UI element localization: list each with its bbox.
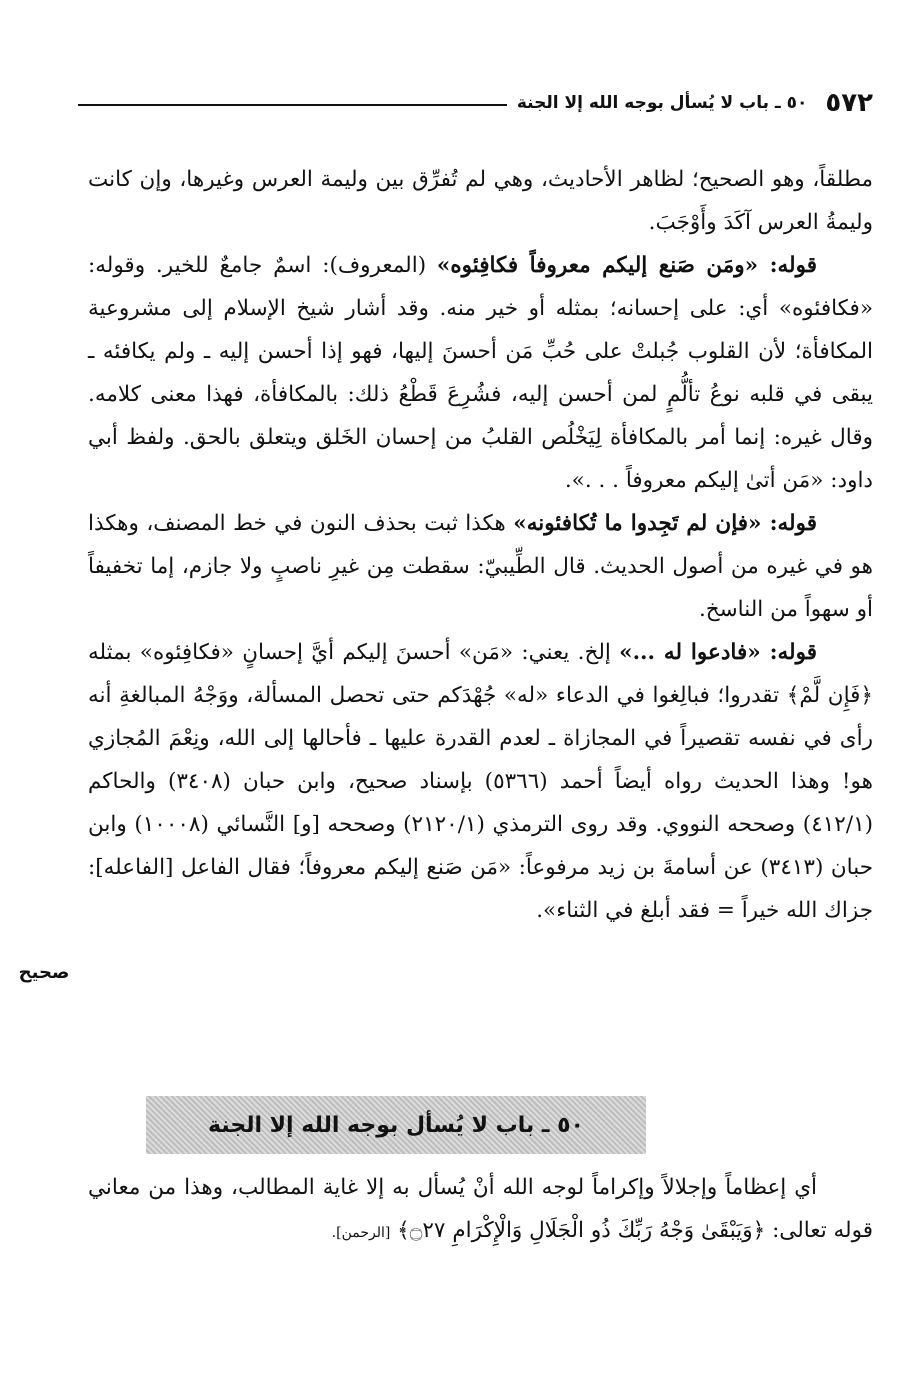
margin-note: صحيح (18, 962, 70, 983)
page-number: ٥٧٢ (825, 88, 873, 118)
paragraph-lead: قوله: «ومَن صَنع إليكم معروفاً فكافِئوه» (436, 253, 817, 278)
paragraph-commentary-3 (88, 631, 873, 932)
paragraph-lead: قوله: «فادعوا له ...» (619, 640, 817, 665)
chapter-title: ٥٠ ـ باب لا يُسأل بوجه الله إلا الجنة (208, 1112, 584, 1138)
paragraph-text: هكذا ثبت بحذف النون في خط المصنف، وهكذا هو في غيره من أصول الحديث. قال الطِّيبيّ: سقطت مِن غيرِ ناصبٍ ولا جازم، إما تخفيفاً أو سهواً من الناسخ. (88, 511, 873, 622)
paragraph-text: (المعروف): اسمٌ جامعٌ للخير. وقوله: «فكافئوه» أي: على إحسانه؛ بمثله أو خير منه. وقد أشار شيخ الإسلام إلى مشروعية المكافأة؛ لأن القلوب جُبلتْ على حُبِّ مَن أحسنَ إليها، فهو إذا أحسن إليه ـ ولم يكافئه ـ يبقى في قلبه نوعُ تألُّمٍ لمن أحسن إليه، فشُرِعَ قَطْعُ ذلك: بالمكافأة، فهذا معنى كلامه. وقال غيره: إنما أمر بالمكافأة لِيَخْلُص القلبُ من إحسان الخَلق ويتعلق بالحق. ولفظ أبي داود: «مَن أتىٰ إليكم معروفاً . . .». (88, 253, 873, 493)
chapter-heading-box (146, 1096, 646, 1154)
header-rule (78, 104, 507, 106)
paragraph-lead: قوله: «فإن لم تَجِدوا ما تُكافئونه» (513, 511, 817, 536)
ayah-reference: [الرحمن]. (331, 1225, 391, 1241)
running-title: ٥٠ ـ باب لا يُسأل بوجه الله إلا الجنة (516, 93, 808, 113)
running-header (78, 86, 873, 120)
paragraph-continuation: مطلقاً، وهو الصحيح؛ لظاهر الأحاديث، وهي لم تُفرِّق بين وليمة العرس وغيرها، وإن كانت وليمةُ العرس آكَدَ وأَوْجَبَ. (88, 167, 873, 235)
paragraph-chapter-intro (88, 1166, 873, 1255)
paragraph-commentary-2 (88, 502, 873, 631)
paragraph-text: إلخ. يعني: «مَن» أحسنَ إليكم أيَّ إحسانٍ «فكافِئوه» بمثله ﴿فَإِن لَّمْ﴾ تقدروا؛ فبالِغوا في الدعاء «له» جُهْدَكم حتى تحصل المسألة، ووَجْهُ المبالغةِ أنه رأى في نفسه تقصيراً في المجازاة ـ لعدم القدرة عليها ـ فأحالها إلى الله، ونِعْمَ المُجازي هو! وهذا الحديث رواه أيضاً أحمد (٥٣٦٦) بإسناد صحيح، وابن حبان (٣٤٠٨) والحاكم (٤١٢/١) وصححه النووي. وقد روى الترمذي (٢١٢٠/١) وصححه [و] النَّسائي (١٠٠٠٨) وابن حبان (٣٤١٣) عن أسامةَ بن زيد مرفوعاً: «مَن صَنع إليكم معروفاً؛ فقال الفاعل [الفاعله]: جزاك الله خيراً = فقد أبلغ في الثناء». (88, 640, 874, 923)
paragraph-commentary-1 (88, 244, 873, 502)
paragraph-text: أي إعظاماً وإجلالاً وإكراماً لوجه الله أنْ يُسأل به إلا غاية المطالب، وهذا من معاني قوله تعالى: ﴿وَيَبْقَىٰ وَجْهُ رَبِّكَ ذُو الْجَلَالِ وَالْإِكْرَامِ ۝٢٧﴾ (88, 1175, 873, 1243)
main-text (88, 158, 873, 932)
chapter-text (88, 1166, 873, 1255)
